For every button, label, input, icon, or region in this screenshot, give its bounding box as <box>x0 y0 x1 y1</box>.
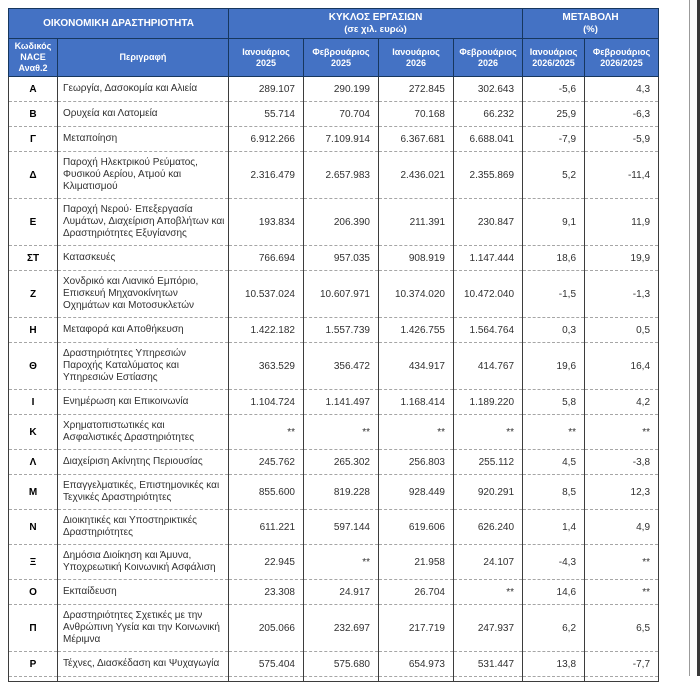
activity-description-cell: Κατασκευές <box>58 246 229 271</box>
turnover-feb-2026-cell: 66.232 <box>454 102 523 127</box>
nace-code-cell: Θ <box>9 343 58 390</box>
nace-code-cell: Μ <box>9 475 58 510</box>
turnover-feb-2026-cell: 247.937 <box>454 605 523 652</box>
turnover-feb-2026-cell: 10.472.040 <box>454 271 523 318</box>
turnover-feb-2025-cell: ** <box>304 415 379 450</box>
nace-code-cell: Ε <box>9 199 58 246</box>
nace-code-cell: Η <box>9 318 58 343</box>
turnover-feb-2026-cell: 626.240 <box>454 510 523 545</box>
turnover-feb-2025-cell: 356.472 <box>304 343 379 390</box>
turnover-feb-2025-cell: 24.917 <box>304 580 379 605</box>
change-jan-2026-2025-cell: -1,5 <box>523 271 585 318</box>
activity-description-cell: Διαχείριση Ακίνητης Περιουσίας <box>58 450 229 475</box>
table-row <box>9 127 659 152</box>
turnover-jan-2025-cell: 23.308 <box>229 580 304 605</box>
nace-code-cell: Δ <box>9 152 58 199</box>
nace-code-cell: Ζ <box>9 271 58 318</box>
nace-code-cell: Ξ <box>9 545 58 580</box>
header-group-turnover <box>229 9 523 39</box>
turnover-feb-2026-cell: 1.564.764 <box>454 318 523 343</box>
change-jan-2026-2025-cell: 5,2 <box>523 152 585 199</box>
col-header-change-feb: Φεβρουάριος 2026/2025 <box>585 39 659 77</box>
turnover-feb-2026-cell: 1.189.220 <box>454 390 523 415</box>
change-jan-2026-2025-cell: ** <box>523 415 585 450</box>
turnover-jan-2026-cell <box>379 677 454 682</box>
turnover-jan-2026-cell: 6.367.681 <box>379 127 454 152</box>
change-feb-2026-2025-cell: ** <box>585 415 659 450</box>
economic-activity-title: ΟΙΚΟΝΟΜΙΚΗ ΔΡΑΣΤΗΡΙΟΤΗΤΑ <box>43 17 194 29</box>
turnover-jan-2026-cell: 1.168.414 <box>379 390 454 415</box>
change-jan-2026-2025-cell: -7,9 <box>523 127 585 152</box>
table-row <box>9 475 659 510</box>
table-row <box>9 77 659 102</box>
turnover-jan-2026-cell: 619.606 <box>379 510 454 545</box>
turnover-feb-2026-cell: 531.447 <box>454 652 523 677</box>
change-feb-2026-2025-cell: 4,3 <box>585 77 659 102</box>
turnover-jan-2026-cell: 434.917 <box>379 343 454 390</box>
turnover-feb-2026-cell: 920.291 <box>454 475 523 510</box>
change-jan-2026-2025-cell: 18,6 <box>523 246 585 271</box>
change-jan-2026-2025-cell: -4,3 <box>523 545 585 580</box>
turnover-feb-2026-cell: 24.107 <box>454 545 523 580</box>
nace-code-cell: Ρ <box>9 652 58 677</box>
turnover-feb-2025-cell: 1.141.497 <box>304 390 379 415</box>
change-feb-2026-2025-cell: ** <box>585 580 659 605</box>
turnover-jan-2026-cell: 70.168 <box>379 102 454 127</box>
nace-code-cell: Ν <box>9 510 58 545</box>
turnover-feb-2026-cell: 2.355.869 <box>454 152 523 199</box>
nace-code-cell <box>9 677 58 682</box>
turnover-jan-2026-cell: ** <box>379 415 454 450</box>
activity-description-cell: Χρηματοπιστωτικές και Ασφαλιστικές Δραστηριότητες <box>58 415 229 450</box>
turnover-jan-2025-cell: 55.714 <box>229 102 304 127</box>
change-jan-2026-2025-cell: 14,6 <box>523 580 585 605</box>
turnover-jan-2025-cell: 2.316.479 <box>229 152 304 199</box>
col-header-change-jan: Ιανουάριος 2026/2025 <box>523 39 585 77</box>
table-header <box>9 9 659 77</box>
table-row <box>9 390 659 415</box>
change-feb-2026-2025-cell: -5,9 <box>585 127 659 152</box>
change-feb-2026-2025-cell: 0,5 <box>585 318 659 343</box>
turnover-jan-2025-cell: 1.422.182 <box>229 318 304 343</box>
change-title: ΜΕΤΑΒΟΛΗ <box>562 11 619 23</box>
turnover-feb-2026-cell: 6.688.041 <box>454 127 523 152</box>
turnover-feb-2026-cell: 255.112 <box>454 450 523 475</box>
activity-description-cell: Δραστηριότητες Σχετικές με την Ανθρώπινη Υγεία και την Κοινωνική Μέριμνα <box>58 605 229 652</box>
col-header-feb-2026: Φεβρουάριος 2026 <box>454 39 523 77</box>
table-row <box>9 343 659 390</box>
turnover-feb-2025-cell: 232.697 <box>304 605 379 652</box>
change-feb-2026-2025-cell: -6,3 <box>585 102 659 127</box>
turnover-jan-2026-cell: 654.973 <box>379 652 454 677</box>
turnover-feb-2025-cell: 10.607.971 <box>304 271 379 318</box>
page-edge-line <box>689 0 690 676</box>
turnover-feb-2026-cell: 414.767 <box>454 343 523 390</box>
activity-description-cell: Παροχή Νερού· Επεξεργασία Λυμάτων, Διαχείριση Αποβλήτων και Δραστηριότητες Εξυγίανσης <box>58 199 229 246</box>
table-row <box>9 102 659 127</box>
change-feb-2026-2025-cell: -3,8 <box>585 450 659 475</box>
turnover-feb-2026-cell: 230.847 <box>454 199 523 246</box>
change-jan-2026-2025-cell: 9,1 <box>523 199 585 246</box>
nace-code-cell: Ο <box>9 580 58 605</box>
change-feb-2026-2025-cell <box>585 677 659 682</box>
table-row-partial <box>9 677 659 682</box>
col-header-description: Περιγραφή <box>58 39 229 77</box>
table-row <box>9 318 659 343</box>
activity-description-cell: Δραστηριότητες Υπηρεσιών Παροχής Καταλύματος και Υπηρεσιών Εστίασης <box>58 343 229 390</box>
table-row <box>9 580 659 605</box>
change-jan-2026-2025-cell: 0,3 <box>523 318 585 343</box>
turnover-feb-2025-cell: ** <box>304 545 379 580</box>
turnover-jan-2026-cell: 26.704 <box>379 580 454 605</box>
col-header-jan-2025: Ιανουάριος 2025 <box>229 39 304 77</box>
turnover-title: ΚΥΚΛΟΣ ΕΡΓΑΣΙΩΝ <box>328 11 423 23</box>
turnover-jan-2025-cell: 766.694 <box>229 246 304 271</box>
table-row <box>9 450 659 475</box>
turnover-feb-2026-cell <box>454 677 523 682</box>
activity-description-cell: Μεταφορά και Αποθήκευση <box>58 318 229 343</box>
turnover-feb-2025-cell: 2.657.983 <box>304 152 379 199</box>
turnover-jan-2025-cell: 575.404 <box>229 652 304 677</box>
turnover-jan-2025-cell: 10.537.024 <box>229 271 304 318</box>
turnover-feb-2026-cell: ** <box>454 580 523 605</box>
nace-code-cell: Κ <box>9 415 58 450</box>
change-feb-2026-2025-cell: -1,3 <box>585 271 659 318</box>
activity-description-cell: Δημόσια Διοίκηση και Άμυνα, Υποχρεωτική Κοινωνική Ασφάλιση <box>58 545 229 580</box>
change-jan-2026-2025-cell: 13,8 <box>523 652 585 677</box>
col-header-jan-2026: Ιανουάριος 2026 <box>379 39 454 77</box>
turnover-feb-2025-cell: 265.302 <box>304 450 379 475</box>
col-header-feb-2025: Φεβρουάριος 2025 <box>304 39 379 77</box>
turnover-jan-2026-cell: 2.436.021 <box>379 152 454 199</box>
turnover-by-activity-table <box>8 8 659 682</box>
nace-code-cell: Β <box>9 102 58 127</box>
change-jan-2026-2025-cell: 6,2 <box>523 605 585 652</box>
nace-code-cell: Ι <box>9 390 58 415</box>
change-feb-2026-2025-cell: 12,3 <box>585 475 659 510</box>
turnover-feb-2025-cell: 957.035 <box>304 246 379 271</box>
table-row <box>9 605 659 652</box>
activity-description-cell: Διοικητικές και Υποστηρικτικές Δραστηριότητες <box>58 510 229 545</box>
nace-code-cell: Γ <box>9 127 58 152</box>
turnover-feb-2025-cell: 290.199 <box>304 77 379 102</box>
table-row <box>9 545 659 580</box>
change-jan-2026-2025-cell: 25,9 <box>523 102 585 127</box>
change-feb-2026-2025-cell: ** <box>585 545 659 580</box>
change-jan-2026-2025-cell: -5,6 <box>523 77 585 102</box>
header-group-economic-activity <box>9 9 229 39</box>
turnover-feb-2026-cell: 1.147.444 <box>454 246 523 271</box>
table-row <box>9 199 659 246</box>
activity-description-cell: Εκπαίδευση <box>58 580 229 605</box>
change-feb-2026-2025-cell: -7,7 <box>585 652 659 677</box>
table-row <box>9 271 659 318</box>
turnover-jan-2025-cell: 6.912.266 <box>229 127 304 152</box>
change-jan-2026-2025-cell: 19,6 <box>523 343 585 390</box>
turnover-feb-2025-cell: 206.390 <box>304 199 379 246</box>
turnover-subtitle: (σε χιλ. ευρώ) <box>344 23 407 35</box>
turnover-jan-2026-cell: 272.845 <box>379 77 454 102</box>
turnover-jan-2026-cell: 211.391 <box>379 199 454 246</box>
change-jan-2026-2025-cell: 4,5 <box>523 450 585 475</box>
turnover-jan-2026-cell: 928.449 <box>379 475 454 510</box>
activity-description-cell: Ορυχεία και Λατομεία <box>58 102 229 127</box>
change-feb-2026-2025-cell: 6,5 <box>585 605 659 652</box>
turnover-feb-2025-cell: 7.109.914 <box>304 127 379 152</box>
turnover-jan-2025-cell: ** <box>229 415 304 450</box>
turnover-feb-2025-cell: 819.228 <box>304 475 379 510</box>
table-row <box>9 652 659 677</box>
turnover-feb-2025-cell: 575.680 <box>304 652 379 677</box>
turnover-feb-2026-cell: 302.643 <box>454 77 523 102</box>
turnover-jan-2025-cell: 1.104.724 <box>229 390 304 415</box>
turnover-jan-2025-cell: 611.221 <box>229 510 304 545</box>
turnover-jan-2025-cell: 245.762 <box>229 450 304 475</box>
turnover-jan-2026-cell: 256.803 <box>379 450 454 475</box>
turnover-jan-2026-cell: 1.426.755 <box>379 318 454 343</box>
change-jan-2026-2025-cell: 1,4 <box>523 510 585 545</box>
activity-description-cell: Επαγγελματικές, Επιστημονικές και Τεχνικές Δραστηριότητες <box>58 475 229 510</box>
change-feb-2026-2025-cell: 16,4 <box>585 343 659 390</box>
header-column-row <box>9 39 659 77</box>
nace-code-cell: Α <box>9 77 58 102</box>
nace-code-cell: ΣΤ <box>9 246 58 271</box>
change-jan-2026-2025-cell: 5,8 <box>523 390 585 415</box>
nace-code-cell: Π <box>9 605 58 652</box>
turnover-jan-2025-cell: 205.066 <box>229 605 304 652</box>
turnover-jan-2026-cell: 10.374.020 <box>379 271 454 318</box>
table-row <box>9 246 659 271</box>
col-header-nace-code: Κωδικός NACE Αναθ.2 <box>9 39 58 77</box>
activity-description-cell <box>58 677 229 682</box>
turnover-jan-2025-cell: 22.945 <box>229 545 304 580</box>
header-group-row <box>9 9 659 39</box>
turnover-jan-2026-cell: 21.958 <box>379 545 454 580</box>
turnover-jan-2026-cell: 217.719 <box>379 605 454 652</box>
header-group-change <box>523 9 659 39</box>
turnover-feb-2026-cell: ** <box>454 415 523 450</box>
turnover-jan-2026-cell: 908.919 <box>379 246 454 271</box>
activity-description-cell: Ενημέρωση και Επικοινωνία <box>58 390 229 415</box>
activity-description-cell: Τέχνες, Διασκέδαση και Ψυχαγωγία <box>58 652 229 677</box>
turnover-jan-2025-cell <box>229 677 304 682</box>
table-body <box>9 77 659 682</box>
activity-description-cell: Μεταποίηση <box>58 127 229 152</box>
change-feb-2026-2025-cell: 4,2 <box>585 390 659 415</box>
change-feb-2026-2025-cell: -11,4 <box>585 152 659 199</box>
change-feb-2026-2025-cell: 19,9 <box>585 246 659 271</box>
activity-description-cell: Γεωργία, Δασοκομία και Αλιεία <box>58 77 229 102</box>
table-row <box>9 152 659 199</box>
turnover-jan-2025-cell: 855.600 <box>229 475 304 510</box>
change-subtitle: (%) <box>583 23 598 35</box>
turnover-feb-2025-cell: 70.704 <box>304 102 379 127</box>
change-jan-2026-2025-cell <box>523 677 585 682</box>
activity-description-cell: Χονδρικό και Λιανικό Εμπόριο, Επισκευή Μηχανοκίνητων Οχημάτων και Μοτοσυκλετών <box>58 271 229 318</box>
table-row <box>9 415 659 450</box>
table-row <box>9 510 659 545</box>
turnover-feb-2025-cell: 1.557.739 <box>304 318 379 343</box>
turnover-feb-2025-cell: 597.144 <box>304 510 379 545</box>
turnover-jan-2025-cell: 289.107 <box>229 77 304 102</box>
change-feb-2026-2025-cell: 11,9 <box>585 199 659 246</box>
turnover-feb-2025-cell <box>304 677 379 682</box>
activity-description-cell: Παροχή Ηλεκτρικού Ρεύματος, Φυσικού Αερίου, Ατμού και Κλιματισμού <box>58 152 229 199</box>
change-jan-2026-2025-cell: 8,5 <box>523 475 585 510</box>
turnover-jan-2025-cell: 363.529 <box>229 343 304 390</box>
nace-code-cell: Λ <box>9 450 58 475</box>
turnover-jan-2025-cell: 193.834 <box>229 199 304 246</box>
change-feb-2026-2025-cell: 4,9 <box>585 510 659 545</box>
